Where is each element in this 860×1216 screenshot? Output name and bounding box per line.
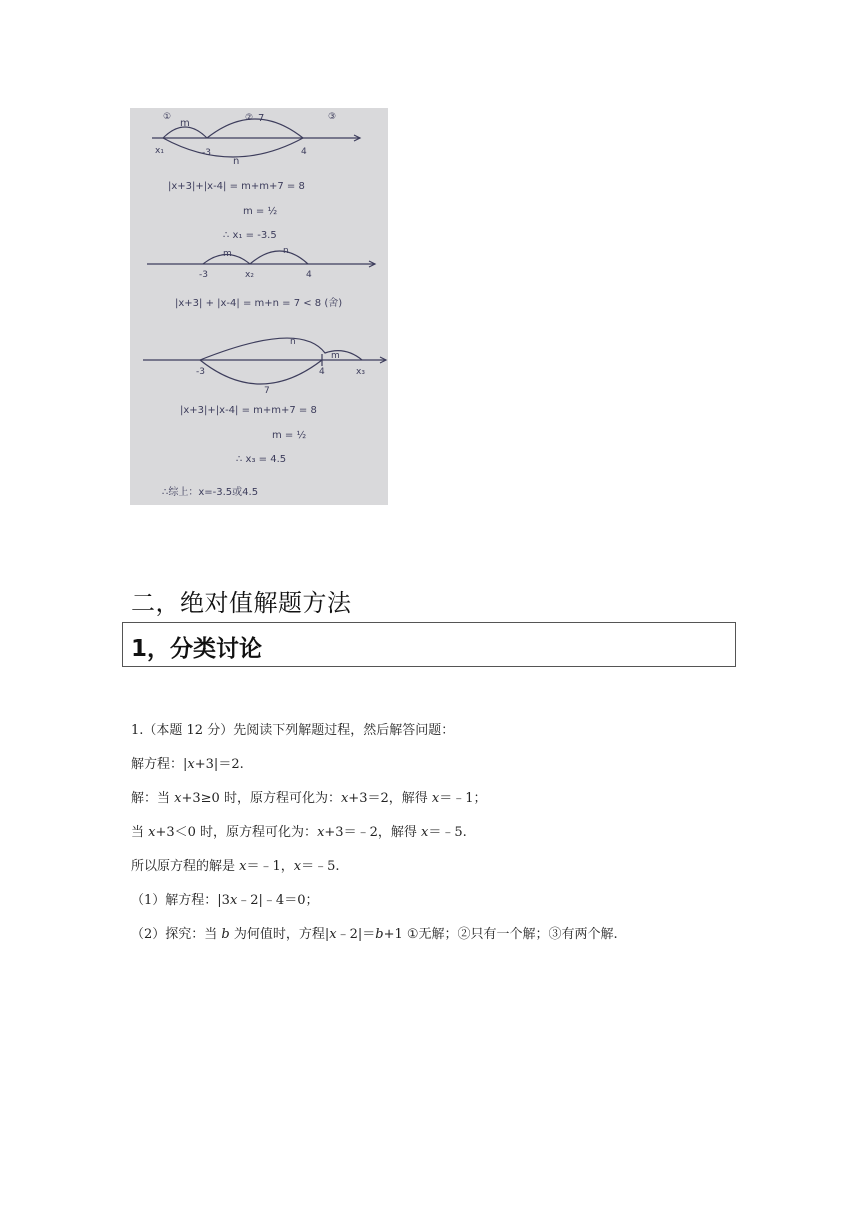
solution-case-1: 解：当 x+3≥0 时，原方程可化为：x+3＝2，解得 x＝﹣1；	[131, 791, 487, 806]
problem-equation: 解方程：|x+3|＝2.	[131, 757, 244, 772]
circle-mark-3: ③	[328, 112, 337, 122]
label-seven-3: 7	[264, 386, 270, 396]
handwritten-solution-photo	[130, 108, 388, 505]
eq-1-2: m = ½	[243, 206, 278, 217]
circle-mark-2: ②	[245, 113, 254, 123]
label-seven-1: 7	[258, 113, 265, 124]
label-four-2: 4	[306, 270, 312, 280]
label-neg3-2: -3	[199, 270, 208, 280]
arc-7-3	[200, 360, 322, 384]
subsection-box	[122, 622, 736, 667]
label-n-3: n	[290, 337, 296, 347]
solution-case-2: 当 x+3＜0 时，原方程可化为：x+3＝﹣2，解得 x＝﹣5.	[131, 825, 467, 840]
circle-mark-1: ①	[163, 112, 172, 122]
eq-1-1: |x+3|+|x-4| = m+m+7 = 8	[168, 181, 305, 192]
question-1: （1）解方程：|3x﹣2|﹣4＝0；	[131, 893, 319, 908]
label-m-3: m	[331, 351, 340, 361]
label-x1: x₁	[155, 146, 164, 156]
label-n-1: n	[233, 156, 240, 167]
section-heading: 二，绝对值解题方法	[131, 589, 352, 617]
label-x2: x₂	[245, 270, 254, 280]
eq-3-2: m = ½	[272, 430, 307, 441]
eq-3-3: ∴ x₃ = 4.5	[236, 454, 287, 465]
arc-n-1	[163, 138, 303, 157]
arc-n-2	[250, 251, 308, 264]
label-m-1: m	[180, 118, 190, 129]
handwritten-diagrams	[130, 108, 388, 505]
label-n-2: n	[283, 246, 289, 256]
eq-1-3: ∴ x₁ = -3.5	[223, 230, 277, 241]
arc-7-1	[207, 119, 303, 138]
label-m-2: m	[223, 249, 232, 259]
problem-intro: 1.（本题 12 分）先阅读下列解题过程，然后解答问题：	[131, 723, 455, 738]
eq-2-1: |x+3| + |x-4| = m+n = 7 < 8 (舍)	[175, 298, 343, 309]
solution-conclusion: 所以原方程的解是 x＝﹣1，x＝﹣5.	[131, 859, 340, 874]
label-neg3-3: -3	[196, 367, 205, 377]
label-four-3: 4	[319, 367, 325, 377]
question-2: （2）探究：当 b 为何值时，方程|x﹣2|＝b+1 ①无解；②只有一个解；③有两个解.	[131, 927, 618, 942]
label-neg3-1: -3	[202, 148, 211, 158]
eq-3-4: ∴综上：x=-3.5或4.5	[162, 487, 259, 498]
label-x3: x₃	[356, 367, 365, 377]
eq-3-1: |x+3|+|x-4| = m+m+7 = 8	[180, 405, 317, 416]
label-four-1: 4	[301, 147, 307, 157]
subsection-heading: 1，分类讨论	[131, 636, 263, 662]
